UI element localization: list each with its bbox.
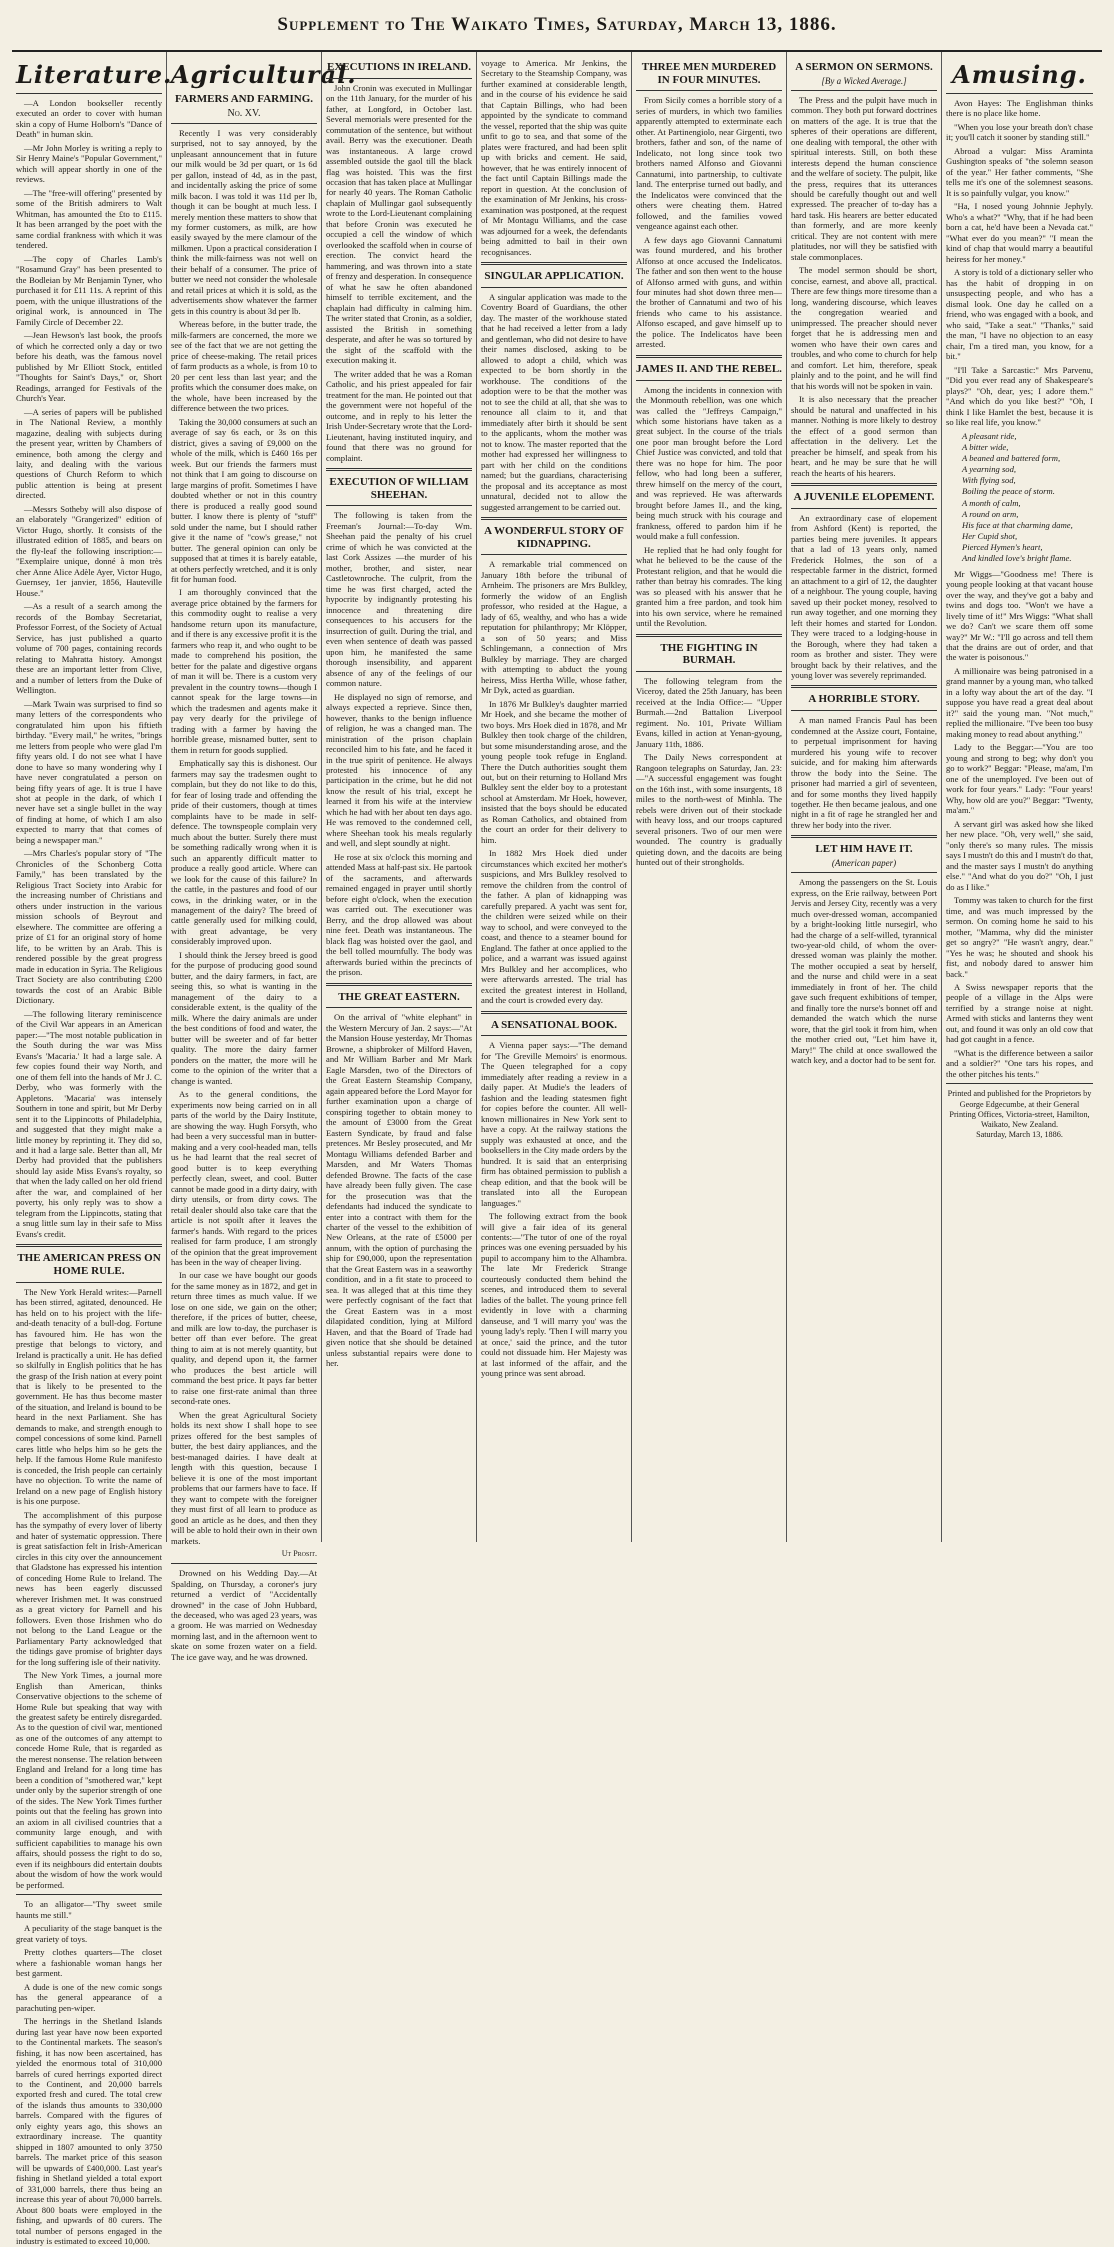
divider — [791, 508, 937, 509]
divider — [16, 93, 162, 94]
american-press-body — [16, 1287, 162, 1891]
paragraph: He displayed no sign of remorse, and always expected a reprieve. Since then, however, thanks to the benign influence of religion, he was a changed man. The ministration of the prison chaplain reconciled him to his fate, and he faced it in the true spirit of penitence. He always protested his innocence of any participation in the crime, but he did not know the result of his trial, except he learned it from his wife at the interview which he had with her about ten days ago. He was removed to the condemned cell, where Sheehan took his meals regularly and well, and slept soundly at night. — [326, 691, 472, 849]
article-title-sheehan: EXECUTION OF WILLIAM SHEEHAN. — [329, 476, 469, 501]
paragraph: —As a result of a search among the records of the Bombay Secretariat, Professor Forrest, of the Society of Actual Service, has just published a quarto volume of 700 pages, containing records relating to Mahratta history. Amongst these are an important letter from Clive, and a number of letters from the Duke of Wellington. — [16, 601, 162, 696]
paragraph: Mr Wiggs—"Goodness me! There is young people looking at that vacant house over the way, and they've got a baby and twins and dogs too. "Won't we have a lively time of it!" Mrs Wiggs: "What shall we do? Can't we scare them off some way?" Mr W.: "I'll go across and tell them that the drains are out of order, and that the water is poisonous." — [946, 568, 1093, 663]
verse-line: A round on arm, — [962, 508, 1019, 519]
paragraph: In 1882 Mrs Hoek died under circumstances which excited her mother's suspicions, and Mrs Bulkley resolved to remove the children from the control of the father. A plan of kidnapping was carefully prepared. A yacht was sent for, the children were seized while on their way to school, and were conveyed to the coast, and thence to a steamer bound for England. The father at once applied to the police, and a warrant was issued against Mrs Bulkley and her accomplices, who were afterwards arrested. The trial has excited the greatest interest in Holland, and the court is crowded every day. — [481, 848, 627, 1006]
article-title-sensational-book: A SENSATIONAL BOOK. — [490, 1018, 618, 1031]
divider — [791, 90, 937, 91]
article-title-sermon: A SERMON ON SERMONS. — [795, 61, 933, 73]
divider — [636, 90, 782, 91]
paragraph: I should think the Jersey breed is good for the purpose of producing good sound butter, and the dairy farmers, in fact, are seeing this, so what is wanting in the management of the dairy to a considerable extent, is the quality of the milk. Where the dairy animals are under the best conditions of food and water, the butter will be sweeter and of far better quality. The more the dairy farmer ponders on the matter, the more will he come to the opinion of the writer that a change is wanted. — [171, 949, 317, 1086]
divider — [481, 1011, 627, 1014]
paragraph: A singular application was made to the Coventry Board of Guardians, the other day. The master of the workhouse stated that he had received a letter from a lady and gentleman, who did not desire to have their names disclosed, asking to be allowed to adopt a child, which was expected to be born shortly in the workhouse. The conditions of the adoption were to be that the mother was not to see the child at all, that she was to renounce all claim to it, and that immediately after birth it should be sent to the applicants, whom the mother was not to know. The master reported that the mother had expressed her willingness to part with her child on the conditions named; but the guardians, characterising the proposal and its acceptance as most unnatural, decided not to allow the suggested arrangement to be carried out. — [481, 291, 627, 512]
divider — [481, 287, 627, 288]
divider — [326, 78, 472, 79]
divider — [481, 1035, 627, 1036]
paragraph: The following is taken from the Freeman's Journal:—To-day Wm. Sheehan paid the penalty of his cruel crime of which he was convicted at the last Cork Assizes —the murder of his mother, brother, and sister, near Castletownroche. The culprit, from the time he was first charged, acted the hypocrite by indignantly protesting his innocence and threatening dire consequences to his accusers for the insurrection of guilt. During the trial, and even when sentence of death was passed upon him, he manifested the same thorough insensibility, and apparent absence of any of the feelings of our common nature. — [326, 510, 472, 689]
article-title-murders: THREE MEN MURDERED IN FOUR MINUTES. — [641, 61, 777, 86]
paragraph: A story is told of a dictionary seller who has the habit of dropping in on unsuspecting people, and who has a dismal look. One day he called on a friend, who was engaged with a book, and who said, "Take a seat." "Thanks," said the man, "I have no objection to an easy chair, I'm a tired man, you know, for a bit." — [946, 267, 1093, 362]
divider — [481, 517, 627, 520]
divider — [326, 468, 472, 471]
article-title-let-him: LET HIM HAVE IT. — [815, 843, 913, 856]
divider — [791, 835, 937, 838]
paragraph: —A series of papers will be published in The National Review, a monthly magazine, dealing with subjects during the present year, written by Chambers of eminence, both among the clergy and laity, and dealing with the various questions of Church Reform to which public attention is being at present directed. — [16, 406, 162, 501]
column-agricultural — [167, 52, 357, 1662]
verse-line: Boiling the peace of storm. — [962, 486, 1055, 497]
paragraph: —A London bookseller recently executed an order to cover with human skin a copy of Hume Holborn's "Dance of Death" in human skin. — [16, 98, 162, 140]
paragraph: Avon Hayes: The Englishman thinks there is no place like home. — [946, 98, 1093, 119]
paragraph: He rose at six o'clock this morning and attended Mass at half-past six. He partook of the sacraments, and afterwards remained engaged in prayer until shortly before eight o'clock, when the execution was carried out. The executioner was Berry, and the drop allowed was about nine feet. Death was instantaneous. The black flag was hoisted over the gaol, and the bell tolled mournfully. The body was afterwards buried within the precincts of the prison. — [326, 851, 472, 978]
paragraph: As to the general conditions, the experiments now being carried on in all parts of the world by the Dairy Institute, are showing the way. Hugh Forsyth, who had been a very successful man in butter-making and a very cool-headed man, tells us he had learnt that the real secret of good butter is to keep everything perfectly clean, sweet, and cool. Butter cannot be made good in a dirty dairy, with dirty utensils, or from dirty cows. The retail dealer should also take care that the article is not spoilt after it leaves the farmer's hands. With regard to the prices realised for farm produce, I am strongly of the opinion that the great improvement has been in the way of cheaper living. — [171, 1089, 317, 1267]
paragraph: The herrings in the Shetland Islands during last year have now been exported to the Continental markets. The season's fishing, it has now been ascertained, has yielded the enormous total of 310,000 barrels of cured herrings exported direct to the Continent, and 20,000 barrels exported fresh and cured. The total crew of the islands thus amounts to 330,000 barrels. Compared with the figures of only eighty years ago, this shows an extraordinary increase. The quantity shipped in 1807 amounted to only 3750 barrels. The market price of this season will be upwards of £400,000. Last year's fishing in Shetland yielded a total export of 331,000 barrels, there thus being an increase this year of about 70,000 barrels. About 800 boats were employed in the fishing, and upwards of 80 curers. The total number of persons engaged in the industry is estimated to exceed 10,000. — [16, 2016, 162, 2247]
paragraph: A Swiss newspaper reports that the people of a village in the Alps were terrified by a strange noise at night. Armed with sticks and lanterns they went out, and found it was only an old cow that had got caught in a fence. — [946, 982, 1093, 1045]
paragraph: Among the passengers on the St. Louis express, on the Erie railway, between Port Jervis and Jersey City, recently was a very much over-dressed woman, accompanied by a bright-looking little nursegirl, who had the charge of a self-willed, tyrannical two-year-old child, of whom the over-dressed woman was plainly the mother. The mother occupied a seat by herself, and the nurse and child were in a seat immediately in front of her. The child gave such frequent exhibitions of temper, and finally tore the nurse's bonnet off and demanded the watch which the nurse wore, that the girl took it from him, when the mother cried out, "Let him have it, Mary!" The child at once swallowed the watch key, and a doctor had to be sent for. — [791, 877, 937, 1066]
column-amusing — [942, 52, 1097, 1542]
divider — [481, 554, 627, 555]
literature-items — [16, 98, 162, 1239]
paragraph: A dude is one of the new comic songs has the general appearance of a parachuting pen-wiper. — [16, 1981, 162, 2013]
paragraph: From Sicily comes a horrible story of a series of murders, in which two families apparently attempted to exterminate each other. At Partinengiolo, near Girgenti, two brothers, father and son, of the name of Indelicato, not long since took two brothers named Alfonso and Giovanni Cannatumi, into partnership, to cultivate land. The enterprise turned out badly, and the Indelicatos were convinced that the others were cheating them. Hatred followed, and the families vowed vengeance against each other. — [636, 95, 782, 232]
paragraph: Taking the 30,000 consumers at such an average of say 6s each, or 3s on this district, gives a saving of £9,000 on the whole of the milk, which is £460 16s per week. But our friends the farmers must not think that I am going to discourse on large margins of profit. Sometimes I have doubted whether or not in this country there is produced a really good sound butter. I know there is plenty of "stuff" sold under the name, but I should rather give it the name of "cow's grease," not butter. The general opinion can only be supposed that at times it is barely eatable, at others perfectly wretched, and it is only fit for human food. — [171, 416, 317, 584]
masthead-title: Supplement to The Waikato Times, Saturday, March 13, 1886. — [277, 14, 837, 35]
paragraph: —The "free-will offering" presented by some of the British admirers to Walt Whitman, has amounted the £to to £115. It has been arranged by the poet with the same cordial frankness with which it was tendered. — [16, 187, 162, 251]
divider — [791, 710, 937, 711]
section-heading-literature: Literature. — [16, 60, 173, 89]
paragraph: —Messrs Sotheby will also dispose of an elaborately "Grangerized" edition of Victor Hugo, shortly. It consists of the illustrated edition of 1885, and bears on the fly-leaf the following inscription:— "Exemplaire unique, donné à mon très cher Anne Alice Adèle Ayer, Victor Hugo, Guernsey, 1er janvier, 1856, Hauteville House." — [16, 503, 162, 598]
divider — [636, 634, 782, 637]
horrible-body — [791, 715, 937, 830]
article-title-james: JAMES II. AND THE REBEL. — [636, 362, 782, 375]
divider — [791, 483, 937, 486]
farmers-body — [171, 128, 317, 1546]
column-5 — [632, 52, 787, 1542]
short-items — [16, 1899, 162, 2247]
verse-line: A yearning sod, — [962, 464, 1017, 475]
paragraph: Whereas before, in the butter trade, the milk-farmers are concerned, the more we see of the fact that we are not getting the price of cheese-making. The retail prices of farm products as a whole, is from 10 to 20 per cent less than last year; and the profits which the consumer does make, on the whole, have been increased by the difference between the two prices. — [171, 319, 317, 414]
paragraph: On the arrival of "white elephant" in the Western Mercury of Jan. 2 says:—"At the Mansion House yesterday, Mr Thomas Browne, a shipbroker of Milford Haven, and Mr William Barber and Mr Mark Eagle Marsden, two of the Directors of the Great Eastern Steamship Company, again appeared before the Lord Mayor for further examination upon a charge of conspiring together to obtain money to the amount of £3000 from the Great Eastern Syndicate, by fraud and false pretences. Mr Besley prosecuted, and Mr Montagu Williams defended Barber and Marsden, and Mr Waters Thomas defended Browne. The facts of the case have already been fully given. The case for the prosecution was that the defendants had induced the syndicate to enter into a contract with them for the charter of the vessel to the exhibition of New Orleans, at the rate of £5000 per annum, with the option of purchasing the ship for £90,000, upon the representation that the Great Eastern was in a seaworthy condition, and in a fit state to proceed to sea. It was alleged that at this time they were perfectly cognisant of the fact that the Great Eastern was in a most dilapidated condition, lying at Milford Haven, and that the Board of Trade had given notice that she should be detained unless substantial repairs were done to her. — [326, 1012, 472, 1369]
article-title-farmers: FARMERS AND FARMING. — [175, 93, 313, 105]
paragraph: Among the incidents in connexion with the Monmouth rebellion, was one which was called the "Jeffreys Campaign," which some historians have taken as a great subject. In the course of the trials one poor man brought before the Lord Chief Justice was convicted, and told that there was no hope for him. The poor fellow, who had long been a sufferer, threw himself on the mercy of the court, and was reprieved. He was afterwards brought before James II., and the king, being much struck with his courage and frankness, offered to pardon him if he would make a full confession. — [636, 384, 782, 542]
sermon-body — [791, 95, 937, 478]
paragraph: —Mrs Charles's popular story of "The Chronicles of the Schonberg Cotta Family," has been translated by the Religious Tract Society into Arabic for the increasing number of Christians and others under instruction in the various mission schools of Beyrout and elsewhere. The committee are offering a prize of £1 for an original story of home life, to be written by an Arab. This is rendered possible by the great progress made in education in Syria. The Religious Tract Society are also contributing £200 towards the cost of an Arabic Bible Dictionary. — [16, 848, 162, 1006]
colophon-text: Printed and published for the Proprietors by George Edgecumbe, at their General Printing Offices, Victoria-street, Hamilton, Waikato, New Zealand. Saturday, March 13, 1886. — [947, 1089, 1092, 1140]
article-title-executions: EXECUTIONS IN IRELAND. — [327, 61, 471, 73]
paragraph: The accomplishment of this purpose has the sympathy of every lover of liberty and hater of systematic oppression. There is great satisfaction felt in Irish-American circles in this city over the announcement that Gladstone has expressed his intention of conceding Home Rule to Ireland. The news has been eagerly discussed wherever Irishmen met. It was construed as a great victory for Parnell and his followers. Even those Irishmen who do not belong to the Land League or the Parliamentary Party acknowledged that the tidings gave promise of brighter days for the long suffering isle of their nativity. — [16, 1509, 162, 1667]
paragraph: Emphatically say this is dishonest. Our farmers may say the tradesmen ought to complain, but they do not like to do this, for fear of losing trade and offending the pride of their customers, though at times complaints have to be made in self-defence. The townspeople complain very much about the butter. Surely there must be something radically wrong when it is such an apparently difficult matter to produce a really good article. Where can we look for the cause of this failure? In the cattle, in the pastures and food of our cows, in the drinking water, or in the management of the dairy? The breed of cattle generally used for milking could, with great advantage, be very considerably improved upon. — [171, 758, 317, 947]
paragraph: A man named Francis Paul has been condemned at the Assize court, Fontaine, to perpetual imprisonment for having murdered his young wife to recover suicide, and for making him afterwards throw the body into the Seine. The prisoner had married a girl of seventeen, and for some months they lived happily together. He then became jealous, and one night in a fit of rage he strangled her and threw her body into the river. — [791, 715, 937, 830]
let-him-body — [791, 877, 937, 1066]
column-literature — [12, 52, 173, 2247]
divider — [326, 1007, 472, 1008]
column-4 — [477, 52, 632, 1542]
paragraph: The New York Times, a journal more English than American, thinks Conservative objections to the scheme of Home Rule but speaking that way with the greatest safety be entirely disregarded. As to the question of civil war, mentioned as one of the outcomes of any attempt to concede Home Rule, that is regarded as the merest nonsense. The relation between England and Ireland for a long time has been a condition of "smothered war," kept under only by the superior strength of one of the sides. The New York Times further points out that the feeling has grown into an axiom in all civilised countries that a community large enough, and with sufficient capabilities to manage his own affairs, should possess the right to do so, even if its neighbours did entertain doubts about the wisdom of how the work would be performed. — [16, 1670, 162, 1890]
burmah-body — [636, 676, 782, 868]
verse-line: With flying sod, — [962, 475, 1016, 486]
paragraph: He replied that he had only fought for what he believed to be the cause of the Protestant religion, and that he would die rather than betray his comrades. The king was so pleased with his answer that he granted him a free pardon, and took him into his own service, where he remained until the Revolution. — [636, 544, 782, 629]
section-heading-amusing: Amusing. — [952, 60, 1087, 89]
verse-line: His face at that charming dame, — [962, 519, 1073, 530]
paragraph: A few days ago Giovanni Cannatumi was found murdered, and his brother Alfonso at once accused the Indelicatos. The father and son then went to the house of Alfonso armed with guns, and within four minutes had shot down three men—the brother of Cannatumi and two of his friends who came to his assistance. Alfonso escaped, and gave himself up to the police. The Indelicatos have been arrested. — [636, 234, 782, 350]
masthead — [12, 0, 1102, 52]
paragraph: The New York Herald writes:—Parnell has been stirred, agitated, denounced. He has held on to his project with the life-and-death tenacity of a bull-dog. Fortune has favoured him. He has won the prestige that belongs to victory, and Ireland is practically a unit. He has defied so skilfully in English politics that he has the grasp of the Irish nation at every point that is likely to be presented to the government. He has thus become master of the situation, and Ireland is bound to be heard in the next Parliament. She has demands to make, and strength enough to compel concessions of some kind. Parnell cares little who helps him so he gets the help. If the famous Home Rule manifesto is conceded, the Irish people can certainly have no objection. To write the name of Ireland on a new page of English history is his one purpose. — [16, 1286, 162, 1507]
article-number: No. XV. — [227, 107, 261, 119]
divider — [791, 872, 937, 873]
divider — [946, 1083, 1093, 1084]
divider — [326, 505, 472, 506]
paragraph: Pretty clothes quarters—The closet where a fashionable woman hangs her best garment. — [16, 1947, 162, 1979]
divider — [791, 685, 937, 688]
article-title-horrible: A HORRIBLE STORY. — [808, 693, 920, 706]
paragraph: It is also necessary that the preacher should be natural and unaffected in his manner. Nothing is more likely to destroy the effect of a good sermon than affectation in the delivery. Let the preacher be himself, and speak from his heart, and he may be sure that he will reach the hearts of his hearers. — [791, 394, 937, 478]
amusing-items — [946, 98, 1093, 428]
james-body — [636, 385, 782, 629]
paragraph: In our case we have bought our goods for the same money as in 1872, and get in return three times as much value. If we lose on one side, we gain on the other; therefore, if the prices of butter, cheese, and milk are low to-day, the purchaser is better off than ever before. The great thing to aim at is not merely quantity, but quality, and depend upon it, the farmer who produces the best article will command the best price. It pays far better to raise one first-rate animal than three second-rate ones. — [171, 1270, 317, 1407]
newspaper-page — [12, 0, 1102, 2247]
paragraph: Tommy was taken to church for the first time, and was much impressed by the sermon. On coming home he said to his mother, "Mamma, why did the minister get so angry?" "He wasn't angry, dear." "Yes he was; he shouted and shook his fist, and nobody dared to answer him back." — [946, 895, 1093, 979]
paragraph: —Jean Hewson's last book, the proofs of which he corrected only a day or two before his death, was the famous novel published by Mr Elliott Stock, entitled "Thoughts for Saint's Days," or, Short Readings, arranged for Festivals of the Church's Year. — [16, 330, 162, 404]
paragraph: In 1876 Mr Bulkley's daughter married Mr Hoek, and she became the mother of two boys. Mrs Hoek died in 1878, and Mr Bulkley then took charge of the children, but some misunderstanding arose, and the young people took refuge in England. There the Dutch authorities sought them out, but on their returning to Holland Mrs Bulkley sent the elder boy to a protestant school at Amsterdam. Mr Hoek, however, insisted that the boys should be educated as Roman Catholics, and obtained from the court an order for their delivery to him. — [481, 698, 627, 845]
amusing-items-2 — [946, 569, 1093, 1080]
paragraph: The following extract from the book will give a fair idea of its general contents:—"The tutor of one of the royal princes was one evening persuaded by his pupil to accompany him to the Alhambra. The late Mr Frederick Strange courteously conducted them behind the scenes, and introduced them to several ladies of the ballet. The young prince fell evidently in love with a charming danseuse, and 'I will marry you' was the young lady's reply. 'Then I will marry you at once,' said the prince, and the tutor could not dissuade him. Her Majesty was at last informed of the affair, and the young prince was sent abroad. — [481, 1211, 627, 1379]
article-source-let-him: (American paper) — [831, 858, 897, 869]
colophon — [946, 1089, 1093, 1140]
elopement-body — [791, 513, 937, 681]
sensational-book-body — [481, 1040, 627, 1379]
divider — [16, 1894, 162, 1895]
paragraph: A Vienna paper says:—"The demand for 'The Greville Memoirs' is enormous. The Queen telegraphed for a copy immediately after reading a review in a daily paper. At Mudie's the leaders of fashion and the leading statesmen fight for copies before the counter. All well-known millionaires in New York sent to have a copy. At the railway stations the supply was exhausted at once, and the booksellers in the City made orders by the hundred. It is said that an enterprising firm has obtained permission to publish a cheap edition, and that the book will be translated into all the European languages." — [481, 1040, 627, 1208]
column-3 — [322, 52, 477, 1542]
verse-line: And kindled love's bright flame. — [962, 553, 1072, 564]
divider — [171, 1563, 317, 1564]
article-title-singular: SINGULAR APPLICATION. — [484, 270, 624, 283]
paragraph: I am thoroughly convinced that the average price obtained by the farmers for this commodity ought to realise a very handsome return upon its manufacture, and if there is any excessive profit it is the farmers who reap it, and who ought to be made to comprehend his position, the better for the palate and digestive organs of man it will be. There is a custom very prevalent in the country towns—though I cannot speak for the large towns—in which the tradesmen and agents make it pay very dearly for the privilege of trading with a farmer by having the horrible grease, misnamed butter, sent to them in return for goods supplied. — [171, 587, 317, 755]
paragraph: A peculiarity of the stage banquet is the great variety of toys. — [16, 1923, 162, 1944]
paragraph: "I'll Take a Sarcastic:" Mrs Parvenu, "Did you ever read any of Shakespeare's plays?" "Oh, dear, yes; I adore them." "And which do you like best?" "Oh, I think I like Hamlet the best, because it is so like real life, you know." — [946, 364, 1093, 428]
paragraph: A servant girl was asked how she liked her new place. "Oh, very well," she said, "only there's so many rules. The missis says I mustn't do this and I mustn't do that, and the master says I mustn't do anything else." "And what do you do?" "Oh, I just do as I like." — [946, 818, 1093, 892]
divider — [16, 1244, 162, 1247]
paragraph: The Daily News correspondent at Rangoon telegraphs on Saturday, Jan. 23:—"A successful engagement was fought on the 16th inst., with some insurgents, 18 miles to the north-west of Minhla. The rebels were driven out of their stockade with heavy loss, and our troops captured several prisoners. Two of our men were wounded. The country is gradually quieting down, and the dacoits are being hunted out of their strongholds. — [636, 752, 782, 868]
divider — [636, 671, 782, 672]
signature: Ut Prosit. — [281, 1549, 317, 1559]
divider — [171, 123, 317, 124]
verse-line: A pleasant ride, — [962, 430, 1017, 441]
singular-body — [481, 292, 627, 512]
paragraph: The writer added that he was a Roman Catholic, and his priest appealed for fair treatment for the man. He pointed out that the government were not hopeful of the outcome, and in reply to his letter the Irish Under-Secretary wrote that the Lord-Lieutenant, having instituted inquiry, and found that there was no ground for complaint. — [326, 368, 472, 463]
paragraph: Lady to the Beggar:—"You are too young and strong to beg; why don't you go to work?" Beggar: "Please, ma'am, I'm one of the unemployed. I've been out of work for four years." Lady: "Four years! Why, how old are you?" Beggar: "Twenty, ma'am." — [946, 742, 1093, 816]
paragraph: The following telegram from the Viceroy, dated the 25th January, has been received at the India Office:— "Upper Burmah.—2nd Battalion Liverpool regiment. No. 101, Private William Evans, killed in action at Yenan-gyoung, January 11th, 1886. — [636, 675, 782, 749]
drowned-item: Drowned on his Wedding Day.—At Spalding, on Thursday, a coroner's jury returned a verdict of "Accidentally drowned" in the case of John Hubbard, the deceased, who was aged 23 years, was a groom. He was married on Wednesday morning last, and in the afternoon went to skate on some frozen water on a field. The ice gave way, and he was drowned. — [171, 1568, 317, 1662]
kidnapping-body — [481, 559, 627, 1005]
divider — [16, 1282, 162, 1283]
paragraph: "When you lose your breath don't chase it; you'll catch it sooner by standing still." — [946, 121, 1093, 143]
paragraph: A remarkable trial commenced on January 18th before the tribunal of Arnheim. The prisoners are Mrs Bulkley, formerly the widow of an English professor, who resided at the Hague, a lady of 65, wealthy, and who has a wide reputation for philanthropy; Mr Klöpper, a son of 50 years; and Miss Schlingemann, a connection of Mrs Bulkley by marriage. They are charged with attempting to abduct the young heiress, Miss Hertha Wille, whose father, Mr Dyk, acted as guardian. — [481, 559, 627, 696]
article-byline-sermon: [By a Wicked Average.] — [821, 75, 907, 86]
paragraph: The model sermon should be short, concise, earnest, and above all, practical. There are few things more tiresome than a long, wandering discourse, which leaves the congregation wearied and unimpressed. The preacher should never forget that he is addressing men and women who have their own cares and troubles, and who come to church for help and comfort. Let him, therefore, speak plainly and to the point, and he will find that his words will not be spoken in vain. — [791, 265, 937, 391]
paragraph: "Ha, I nosed young Johnnie Jephyly. Who's a what?" "Why, that if he had been born a cat, he'd have been a Nevada cat." "What ever do you mean?" "I mean the kind of chap that would marry a beautiful heiress for her money." — [946, 201, 1093, 264]
article-title-kidnapping: A WONDERFUL STORY OF KIDNAPPING. — [484, 525, 624, 550]
divider — [481, 262, 627, 265]
paragraph: —Mr John Morley is writing a reply to Sir Henry Maine's "Popular Government," which will appear shortly in one of the reviews. — [16, 142, 162, 185]
divider — [636, 380, 782, 381]
sheehan-body — [326, 510, 472, 977]
verse-line: Pierced Hymen's heart, — [962, 542, 1043, 553]
article-title-great-eastern: THE GREAT EASTERN. — [338, 990, 460, 1003]
paragraph: To an alligator—"Thy sweet smile haunts me still." — [16, 1899, 162, 1920]
paragraph: The Press and the pulpit have much in common. They both put forward doctrines on matters of the age. It is true that the spheres of their operations are different, one dealing with temporal, the other with spiritual interests. Still, on both these interests depend the human conscience and the welfare of society. The pulpit, like the press, requires that its utterances should be carefully thought out and well expressed. The preacher of to-day has a hard task. His hearers are better educated than formerly, and are more keenly critical. They are not content with mere platitudes, nor will they be satisfied with stale commonplaces. — [791, 94, 937, 262]
column-6 — [787, 52, 942, 1542]
paragraph: When the great Agricultural Society holds its next show I shall hope to see prizes offered for the best samples of butter, the best dairy appliances, and the best-managed dairies. I have dealt at length with this question, because I believe it is one of the most important problems that our farmers have to face. If they want to compete with the foreigner they must first of all learn to produce as good an article as he does, and then they will be able to hold their own in their own markets. — [171, 1409, 317, 1546]
divider — [946, 93, 1093, 94]
divider — [636, 355, 782, 358]
great-eastern-continued: voyage to America. Mr Jenkins, the Secretary to the Steamship Company, was further examined at considerable length, and in the course of his evidence he said that Captain Billings, who had been appointed by the syndicate to command the vessel, reported that the ship was quite unfit to go to sea, and that some of the plates were fractured, and had been split up with bricks and cement. He said, however, that he was entirely innocent of the fact until Captain Billings made the report in question. At the conclusion of the examination of Mr Jenkins, his cross-examination was postponed, at the request of Mr Montagu Williams, and the case was adjourned for a week, the defendants being admitted to bail in their own recognisances. — [481, 58, 627, 257]
verse-line: Her Cupid shot, — [962, 531, 1018, 542]
article-title-elopement: A JUVENILE ELOPEMENT. — [793, 491, 935, 504]
article-title-american-press: THE AMERICAN PRESS ON HOME RULE. — [17, 1252, 161, 1277]
verse-line: A month of calm, — [962, 497, 1021, 508]
paragraph: A millionaire was being patronised in a grand manner by a young man, who talked in a lofty way about the art of the day. "I suppose you have read a great deal about it?" said the young man. "Not much," replied the millionaire. "I've been too busy making money to read about anything." — [946, 665, 1094, 739]
verse-line: A bitter wide, — [962, 441, 1009, 452]
divider — [326, 983, 472, 986]
section-heading-agricultural: Agricultural. — [171, 60, 357, 89]
paragraph: An extraordinary case of elopement from Ashford (Kent) is reported, the parties being mere juveniles. It appears that a lad of 13 years only, named Frederick Holmes, the son of a respectable farmer in the district, formed an attachment to a girl of 12, the daughter of a neighbour. The young couple, having saved up their pocket money, resolved to run away together, and one morning they left their homes and started for London. They were traced to a lodging-house in the Borough, where they had taken a room as brother and sister. They were brought back by their relatives, and the young lover was severely reprimanded. — [791, 512, 937, 680]
paragraph: John Cronin was executed in Mullingar on the 11th January, for the murder of his father, at Longford, in October last. Several memorials were presented for the commutation of the sentence, but without avail. Berry was the executioner. Death was instantaneous. A large crowd assembled outside the gaol till the black flag was hoisted. This was the first occasion that has taken place at Mullingar for nearly 40 years. The Roman Catholic chaplain of Mullingar gaol subsequently wrote to the Lord-Lieutenant complaining that before Cronin was executed he occupied a cell the window of which overlooked the scaffold when in course of erection. The convict heard the hammering, and was thrown into a state of frenzy and desperation. In consequence of what he saw he often abandoned himself to terrible excitement, and the chaplain had difficulty in calming him. The writer stated that Cronin, as a soldier, assisted the British in something desperate, and after he was so tortured by the sight of the scaffold with the execution making it. — [326, 82, 472, 366]
verse — [962, 431, 1093, 565]
paragraph: "What is the difference between a sailor and a soldier?" "One tars his ropes, and the other pitches his tents." — [946, 1047, 1093, 1079]
columns — [12, 52, 1102, 2247]
paragraph: —The following literary reminiscence of the Civil War appears in an American paper:—"The most notable publication in the South during the war was Miss Evans's 'Macaria.' It had a large sale. A few copies found their way North, and one of them fell into the hands of Mr J. C. Derby, who was formerly with the Appletons. 'Macaria' was intensely Southern in tone and spirit, but Mr Derby sent it to the Lippincotts of Philadelphia, and suggested that they might make a little money by reprinting it. They did so, and it had a large sale. Better than all, Mr Derby had provided that the publishers should lay aside Miss Evans's royalty, so that when the lady called on her old friend after the war, and complained of her poverty, his only reply was to show a telegram from the Lippincotts, stating that a snug little sum lay in their safe to Miss Evans's credit. — [16, 1008, 162, 1239]
paragraph: Recently I was very considerably surprised, not to say annoyed, by the unpleasant announcement that in future our milk would be 3d per quart, or 1s 6d per gallon, instead of 4d, as in the past, and incidentally asking the price of some milk bacon. I was told it was 11d per lb, though it can be bought at much less. I merely mention these matters to show that my former customers, as milk, are how easily swayed by the mere clamour of the milkmen. Upon a practical consideration I think the milk-fairness was not well on their behalf of a consumer. The price of butter we need not consider the wholesale and retail prices at which it is sold, as the advertisements show whatever the farmer gets in this country is about 3d per lb. — [171, 127, 317, 316]
murders-body — [636, 95, 782, 350]
paragraph: —The copy of Charles Lamb's "Rosamund Gray" has been presented to the Bodleian by Mr Benjamin Tyner, who purchased it for £11 11s. A reprint of this poem, with the unique illustrations of the original work, is announced in The Family Circle of December 22. — [16, 253, 162, 327]
great-eastern-body — [326, 1012, 472, 1368]
article-title-burmah: THE FIGHTING IN BURMAH. — [660, 641, 758, 667]
paragraph: —Mark Twain was surprised to find so many letters of the correspondents who congratulated him upon his fiftieth birthday. "Every mail," he writes, "brings me letters from people who were glad I'm fifty years old. I do not see what I have done to have so many wondering why I have never congratulated a person on being fifty years of age. It is true I have shot at people in the dark, of which I never have set a single bullet in the way of finding at home, of which I am also expected to marry that that comes of being a newspaper man." — [16, 698, 162, 845]
verse-line: A beaned and battered form, — [962, 452, 1061, 463]
executions-body — [326, 83, 472, 463]
paragraph: Abroad a vulgar: Miss Araminta Gushington speaks of "the solemn season of the year." Her father comments, "She tells me it's one of the solemnest seasons. It is so painfully vulgar, you know." — [946, 145, 1093, 198]
